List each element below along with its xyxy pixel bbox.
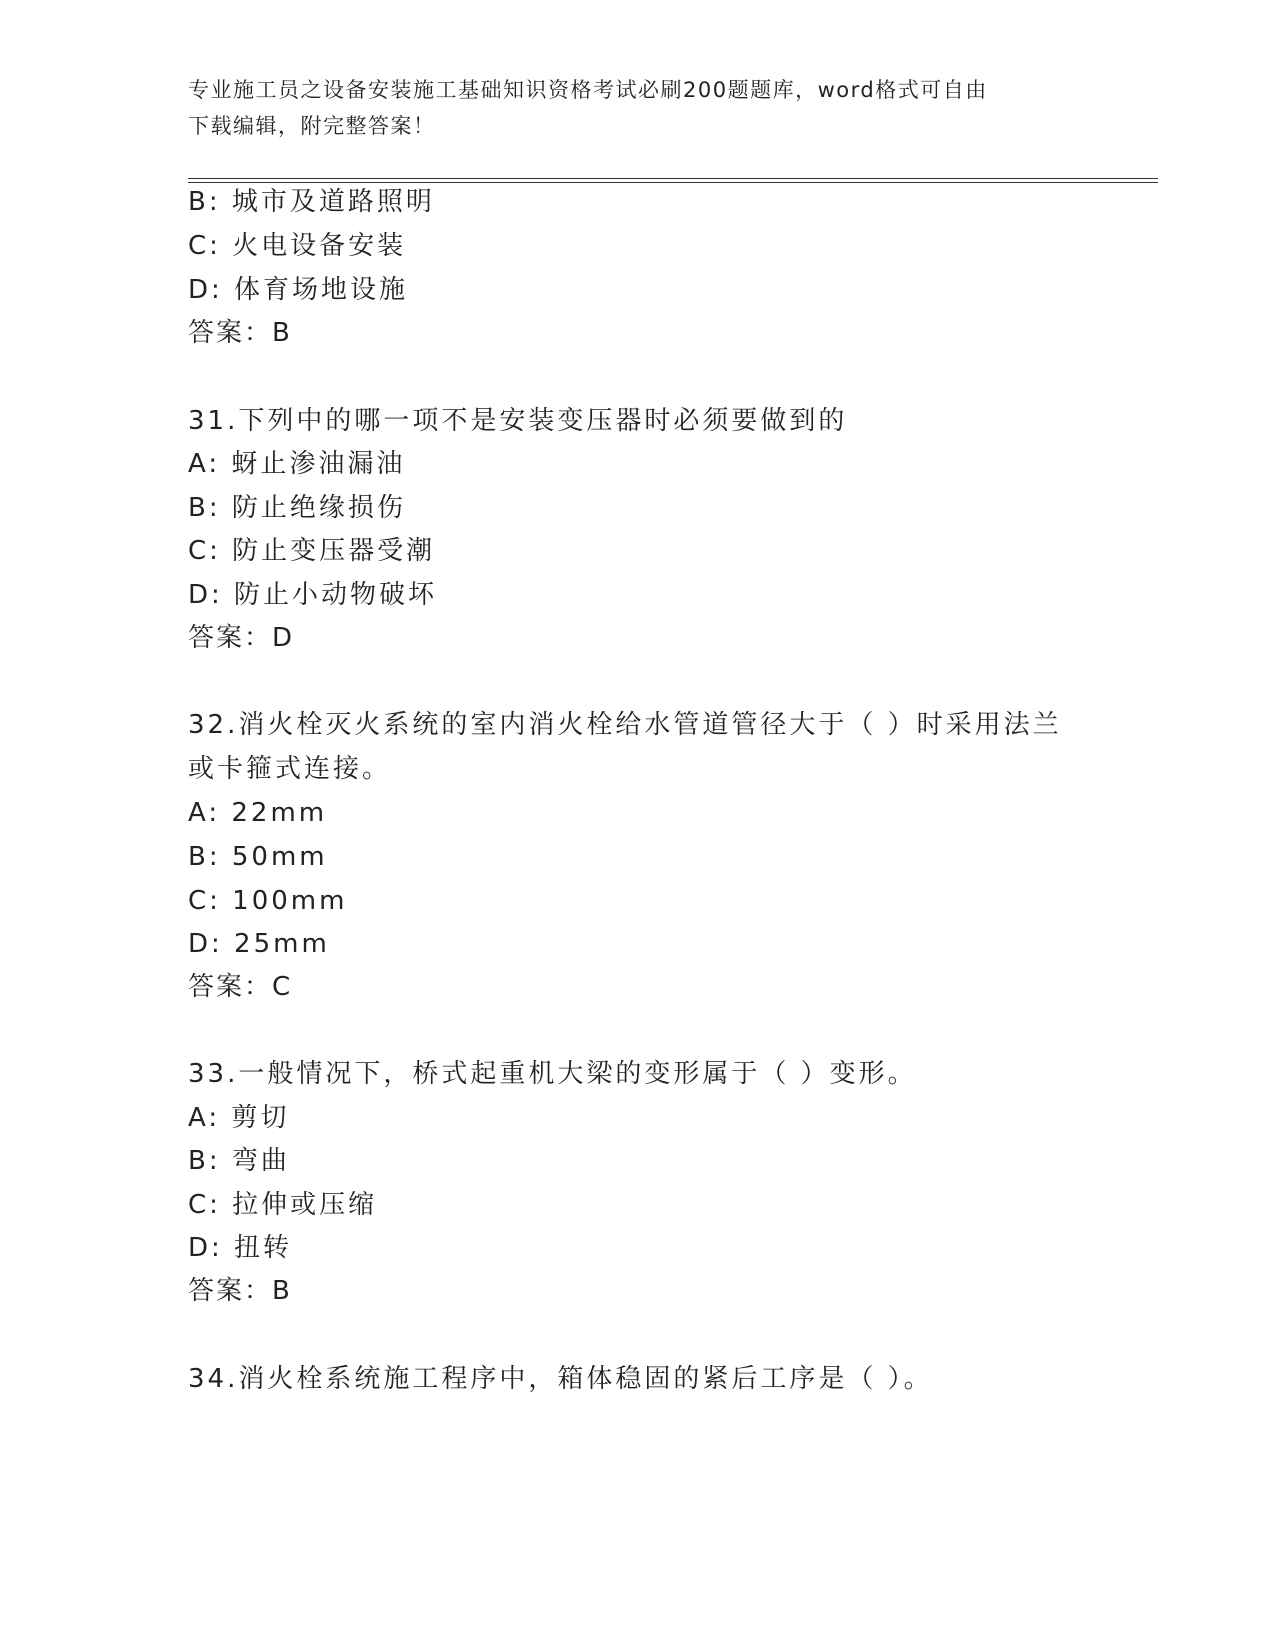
option-a: A: 22mm xyxy=(188,798,328,828)
document-header xyxy=(188,72,1088,144)
question-32-stem-continued: 或卡箍式连接。 xyxy=(188,754,392,784)
question-32-stem: 32.消火栓灭火系统的室内消火栓给水管道管径大于（ ）时采用法兰 xyxy=(188,710,1062,740)
answer-line: 答案：B xyxy=(188,1276,292,1306)
header-line-2: 下载编辑，附完整答案！ xyxy=(188,114,436,138)
option-d: D: 25mm xyxy=(188,929,330,959)
question-34-stem: 34.消火栓系统施工程序中，箱体稳固的紧后工序是（ ）。 xyxy=(188,1364,933,1394)
option-b: B: 弯曲 xyxy=(188,1146,290,1176)
answer-line: 答案：C xyxy=(188,972,293,1002)
option-c: C: 防止变压器受潮 xyxy=(188,536,436,566)
question-31-stem: 31.下列中的哪一项不是安装变压器时必须要做到的 xyxy=(188,406,848,436)
option-b: B: 城市及道路照明 xyxy=(188,187,435,217)
header-line-1: 专业施工员之设备安装施工基础知识资格考试必刷200题题库，word格式可自由 xyxy=(188,78,988,102)
option-b: B: 50mm xyxy=(188,842,328,872)
answer-line: 答案：D xyxy=(188,623,295,653)
header-divider xyxy=(188,178,1158,183)
option-a: A: 蚜止渗油漏油 xyxy=(188,449,406,479)
option-a: A: 剪切 xyxy=(188,1103,290,1133)
option-b: B: 防止绝缘损伤 xyxy=(188,493,406,523)
option-c: C: 火电设备安装 xyxy=(188,231,407,261)
option-d: D: 防止小动物破坏 xyxy=(188,580,438,610)
answer-line: 答案：B xyxy=(188,318,292,348)
option-d: D: 扭转 xyxy=(188,1233,293,1263)
option-c: C: 拉伸或压缩 xyxy=(188,1190,378,1220)
option-c: C: 100mm xyxy=(188,886,348,916)
question-33-stem: 33.一般情况下，桥式起重机大梁的变形属于（ ）变形。 xyxy=(188,1059,917,1089)
option-d: D: 体育场地设施 xyxy=(188,275,409,305)
